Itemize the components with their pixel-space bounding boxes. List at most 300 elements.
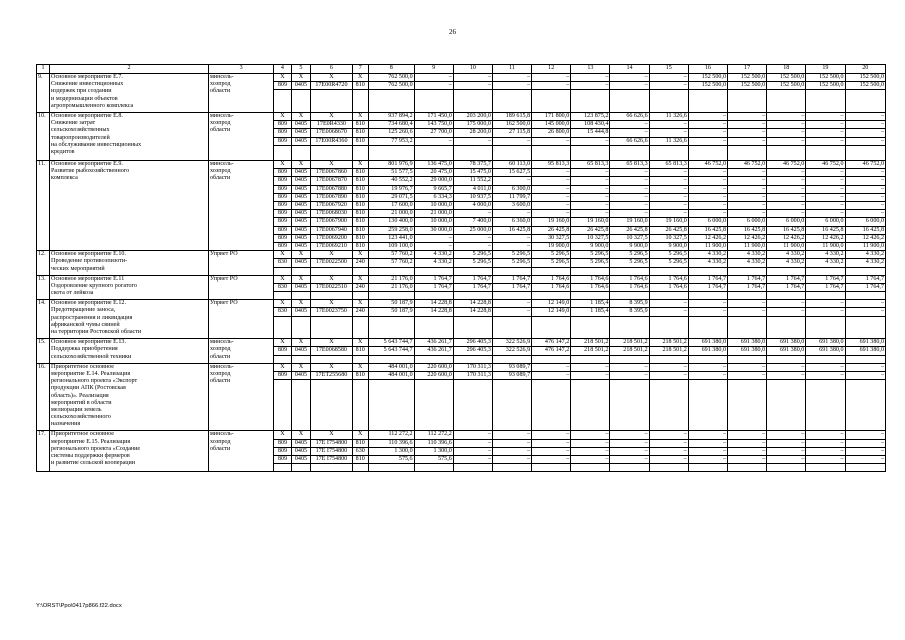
- empty-line: [353, 402, 368, 409]
- empty-line: [610, 380, 648, 387]
- value-cell: [649, 300, 688, 339]
- empty-line: [689, 380, 727, 387]
- empty-line: [353, 395, 368, 402]
- value-line: X: [292, 339, 311, 347]
- empty-line: [369, 317, 414, 324]
- value-line: 809: [274, 82, 290, 90]
- value-cell: [845, 112, 886, 160]
- empty-line: [571, 423, 609, 430]
- value-line: 1 764,7: [806, 276, 844, 284]
- value-line: 4 330,2: [806, 259, 844, 267]
- measure-title-line: Основное мероприятие Е.10.: [51, 251, 126, 258]
- row-number: 13.: [37, 275, 50, 300]
- value-line: –: [415, 74, 453, 82]
- value-line: –: [571, 202, 609, 210]
- empty-line: [274, 98, 290, 105]
- table-row: [37, 363, 886, 431]
- empty-line: [846, 268, 886, 275]
- executor-line: области: [209, 378, 231, 385]
- empty-line: [846, 317, 886, 324]
- value-cell: [532, 339, 571, 364]
- measure-title-line: кредитов: [51, 148, 75, 155]
- value-line: –: [728, 448, 766, 456]
- value-line: 110 396,6: [415, 440, 453, 448]
- value-line: –: [806, 308, 844, 316]
- value-line: 19 900,0: [547, 242, 570, 249]
- empty-line: [728, 90, 766, 97]
- value-cell: [688, 339, 727, 364]
- value-line: –: [728, 194, 766, 202]
- empty-line: [650, 98, 688, 105]
- value-line: –: [532, 82, 570, 90]
- column-number-cell: 10: [453, 65, 492, 74]
- value-cell: [414, 275, 453, 300]
- value-line: –: [767, 210, 805, 218]
- value-line: X: [353, 431, 368, 439]
- empty-line: [369, 98, 414, 105]
- value-line: 7 400,0: [454, 218, 492, 226]
- value-cell: [274, 339, 291, 364]
- executor: [208, 275, 273, 300]
- value-cell: [571, 251, 610, 276]
- empty-line: [806, 395, 844, 402]
- empty-line: [369, 153, 414, 160]
- value-line: –: [806, 456, 844, 464]
- value-cell: [274, 112, 291, 160]
- table-row: [37, 339, 886, 364]
- column-number-cell: 5: [291, 65, 311, 74]
- value-line: 1 764,7: [846, 284, 886, 292]
- measure-title-line: мелиорации земель: [51, 406, 102, 413]
- value-line: 21 000,0: [415, 210, 453, 218]
- value-line: X: [353, 161, 368, 169]
- value-line: 1 300,0: [415, 448, 453, 456]
- empty-line: [493, 98, 531, 105]
- value-line: 17Е0022500: [311, 259, 351, 267]
- empty-line: [650, 416, 688, 423]
- executor-line: хозпрод: [209, 168, 231, 175]
- empty-line: [311, 324, 351, 331]
- value-cell: [532, 74, 571, 113]
- empty-line: [571, 416, 609, 423]
- value-line: –: [610, 74, 648, 82]
- empty-line: [454, 464, 492, 471]
- empty-line: [728, 268, 766, 275]
- empty-line: [650, 409, 688, 416]
- value-line: –: [493, 138, 531, 146]
- value-line: 17Е00R4720: [311, 82, 351, 90]
- value-line: X: [353, 300, 368, 308]
- value-line: 93 089,7: [493, 364, 531, 372]
- value-cell: [571, 112, 610, 160]
- value-line: –: [728, 364, 766, 372]
- value-line: X: [292, 276, 311, 284]
- value-cell: [610, 339, 649, 364]
- value-line: 691 380,0: [846, 339, 886, 347]
- value-line: X: [292, 113, 311, 121]
- value-cell: [649, 161, 688, 251]
- value-line: –: [689, 440, 727, 448]
- value-line: 220 600,0: [415, 364, 453, 372]
- measure-title-line: Оздоровление крупного рогатого: [51, 282, 137, 289]
- value-line: 1 764,7: [454, 276, 492, 284]
- value-cell: [688, 251, 727, 276]
- value-line: 810: [353, 456, 368, 464]
- value-line: 830: [274, 259, 290, 267]
- value-cell: [688, 431, 727, 472]
- value-line: –: [846, 456, 886, 464]
- value-line: 11 900,0: [783, 242, 805, 249]
- value-line: –: [846, 210, 886, 218]
- empty-line: [806, 380, 844, 387]
- column-number-cell: 16: [688, 65, 727, 74]
- value-cell: [845, 251, 886, 276]
- empty-line: [353, 146, 368, 153]
- measure-title: [50, 300, 209, 339]
- value-line: 170 311,3: [454, 364, 492, 372]
- empty-line: [292, 268, 311, 275]
- empty-line: [767, 105, 805, 112]
- value-line: 0405: [292, 129, 311, 137]
- value-line: –: [806, 169, 844, 177]
- value-line: 4 330,2: [689, 251, 727, 259]
- value-line: –: [846, 138, 886, 146]
- empty-line: [767, 98, 805, 105]
- value-line: 152 500,0: [846, 82, 886, 90]
- value-line: –: [767, 169, 805, 177]
- value-line: –: [728, 372, 766, 380]
- value-line: 19 976,7: [369, 186, 414, 194]
- empty-line: [846, 416, 886, 423]
- value-line: 6 000,0: [767, 218, 805, 226]
- empty-line: [353, 409, 368, 416]
- value-line: –: [532, 210, 570, 218]
- column-number-cell: 11: [492, 65, 531, 74]
- value-line: –: [767, 129, 805, 137]
- value-cell: [414, 300, 453, 339]
- value-line: X: [274, 74, 290, 82]
- value-line: 9 665,7: [415, 186, 453, 194]
- measure-title: [50, 431, 209, 472]
- value-line: 27 700,0: [415, 129, 453, 137]
- value-line: –: [767, 186, 805, 194]
- empty-line: [728, 146, 766, 153]
- value-line: 152 500,0: [846, 74, 886, 82]
- measure-title-line: сельскохозяйственных: [51, 127, 110, 134]
- value-line: 112 272,2: [415, 431, 453, 439]
- value-line: 110 396,6: [369, 440, 414, 448]
- value-line: 0405: [292, 210, 311, 218]
- value-line: 17Е I754800: [311, 440, 351, 448]
- empty-line: [610, 387, 648, 394]
- empty-line: [493, 464, 531, 471]
- empty-line: [806, 356, 844, 363]
- value-line: 108 430,4: [571, 121, 609, 129]
- value-line: 476 147,2: [532, 347, 570, 355]
- measure-title: [50, 74, 209, 113]
- empty-line: [767, 356, 805, 363]
- value-line: 6 000,0: [728, 218, 766, 226]
- empty-line: [650, 292, 688, 299]
- value-line: 1 764,7: [689, 284, 727, 292]
- empty-line: [353, 268, 368, 275]
- value-cell: [845, 339, 886, 364]
- empty-line: [353, 331, 368, 338]
- value-cell: [532, 112, 571, 160]
- value-cell: [727, 112, 766, 160]
- empty-line: [454, 402, 492, 409]
- empty-line: [689, 402, 727, 409]
- value-line: 57 760,2: [369, 259, 414, 267]
- value-line: 78 375,7: [454, 161, 492, 169]
- measure-title-line: Предотвращение заноса,: [51, 307, 116, 314]
- value-line: –: [728, 308, 766, 316]
- executor-line: хозпрод: [209, 370, 231, 377]
- empty-line: [454, 292, 492, 299]
- empty-line: [274, 331, 290, 338]
- empty-line: [415, 356, 453, 363]
- empty-line: [311, 464, 351, 471]
- value-cell: [845, 431, 886, 472]
- value-cell: [414, 363, 453, 431]
- value-line: 1 764,6: [650, 284, 688, 292]
- value-line: 6 300,0: [493, 186, 531, 194]
- value-line: 809: [274, 347, 290, 355]
- value-line: –: [806, 194, 844, 202]
- empty-line: [311, 105, 351, 112]
- empty-line: [728, 317, 766, 324]
- value-line: –: [767, 300, 805, 308]
- measure-title-line: Основное мероприятие Е.12.: [51, 300, 126, 307]
- measure-title-line: назначения: [51, 421, 81, 428]
- empty-line: [493, 153, 531, 160]
- value-line: –: [571, 456, 609, 464]
- value-line: –: [650, 448, 688, 456]
- empty-line: [571, 464, 609, 471]
- empty-line: [846, 331, 886, 338]
- value-cell: [368, 161, 414, 251]
- empty-line: [610, 416, 648, 423]
- empty-line: [650, 380, 688, 387]
- empty-line: [571, 409, 609, 416]
- value-line: 691 380,0: [689, 339, 727, 347]
- empty-line: [571, 402, 609, 409]
- empty-line: [274, 395, 290, 402]
- table-row: [37, 251, 886, 276]
- empty-line: [767, 387, 805, 394]
- value-cell: [806, 363, 845, 431]
- value-line: 809: [274, 129, 290, 137]
- value-line: –: [610, 448, 648, 456]
- empty-line: [493, 146, 531, 153]
- value-line: –: [689, 194, 727, 202]
- measure-title-line: товаропроизводителей: [51, 134, 110, 141]
- value-line: –: [448, 242, 452, 249]
- value-line: 809: [274, 186, 290, 194]
- empty-line: [532, 331, 570, 338]
- column-number-cell: 6: [311, 65, 352, 74]
- empty-line: [689, 105, 727, 112]
- value-line: –: [846, 448, 886, 456]
- value-cell: [368, 431, 414, 472]
- column-number-cell: 15: [649, 65, 688, 74]
- empty-line: [274, 105, 290, 112]
- empty-line: [806, 423, 844, 430]
- value-line: 0405: [292, 121, 311, 129]
- empty-line: [369, 331, 414, 338]
- value-line: 296 405,3: [454, 347, 492, 355]
- value-line: –: [415, 82, 453, 90]
- column-number-cell: 14: [610, 65, 649, 74]
- value-line: 1 764,7: [415, 284, 453, 292]
- empty-line: [532, 146, 570, 153]
- value-line: 810: [353, 186, 368, 194]
- executor-line: минсель-: [209, 431, 234, 438]
- value-line: X: [353, 74, 368, 82]
- value-line: 12 426,2: [767, 235, 805, 243]
- empty-line: [493, 90, 531, 97]
- value-line: 691 380,0: [689, 347, 727, 355]
- value-cell: [352, 363, 368, 431]
- value-line: 9 900,0: [629, 242, 648, 249]
- value-cell: [414, 251, 453, 276]
- value-line: 809: [274, 202, 290, 210]
- value-line: 17Е0R4330: [311, 121, 351, 129]
- empty-line: [369, 387, 414, 394]
- value-line: 5 296,5: [532, 259, 570, 267]
- executor: [208, 74, 273, 113]
- value-line: 436 261,7: [415, 347, 453, 355]
- value-cell: [311, 251, 352, 276]
- value-cell: [291, 112, 311, 160]
- value-cell: [311, 112, 352, 160]
- value-cell: [532, 363, 571, 431]
- value-cell: [291, 431, 311, 472]
- executor: [208, 431, 273, 472]
- value-line: –: [806, 300, 844, 308]
- value-cell: [845, 161, 886, 251]
- value-line: 6 360,0: [493, 218, 531, 226]
- value-line: 8 395,9: [610, 308, 648, 316]
- value-line: –: [571, 448, 609, 456]
- empty-line: [532, 464, 570, 471]
- measure-title-line: африканской чумы свиней: [51, 321, 120, 328]
- empty-line: [415, 146, 453, 153]
- value-cell: [414, 431, 453, 472]
- empty-line: [353, 356, 368, 363]
- value-line: –: [689, 210, 727, 218]
- table-row: [37, 161, 886, 251]
- value-line: 810: [353, 347, 368, 355]
- value-line: 1 185,4: [571, 308, 609, 316]
- value-line: –: [532, 169, 570, 177]
- value-line: 1 764,7: [493, 276, 531, 284]
- value-line: 4 330,2: [728, 251, 766, 259]
- empty-line: [532, 380, 570, 387]
- value-line: –: [650, 82, 688, 90]
- value-cell: [311, 339, 352, 364]
- empty-line: [728, 324, 766, 331]
- value-cell: [453, 112, 492, 160]
- measure-title-line: Основное мероприятие Е.8.: [51, 112, 123, 119]
- empty-line: [532, 416, 570, 423]
- value-line: –: [493, 440, 531, 448]
- value-line: –: [454, 456, 492, 464]
- value-line: –: [493, 300, 531, 308]
- value-line: 1 764,7: [767, 284, 805, 292]
- value-line: 810: [353, 372, 368, 380]
- value-line: –: [532, 74, 570, 82]
- value-cell: [806, 275, 845, 300]
- empty-line: [532, 105, 570, 112]
- value-line: X: [274, 431, 290, 439]
- value-line: 691 380,0: [806, 339, 844, 347]
- empty-line: [493, 409, 531, 416]
- empty-line: [806, 98, 844, 105]
- value-line: 50 187,9: [369, 300, 414, 308]
- value-line: 0405: [292, 235, 311, 243]
- empty-line: [415, 105, 453, 112]
- value-line: 322 526,9: [493, 339, 531, 347]
- value-line: 16 425,8: [728, 227, 766, 235]
- empty-line: [454, 98, 492, 105]
- empty-line: [846, 98, 886, 105]
- value-cell: [571, 161, 610, 251]
- value-cell: [453, 161, 492, 251]
- measure-title: [50, 161, 209, 251]
- row-number: 16.: [37, 363, 50, 431]
- measure-title: [50, 251, 209, 276]
- value-line: 14 228,8: [454, 300, 492, 308]
- empty-line: [454, 387, 492, 394]
- executor-line: хозпрод: [209, 120, 231, 127]
- value-line: 810: [353, 177, 368, 185]
- value-line: 1 764,7: [806, 284, 844, 292]
- value-line: 20 475,0: [415, 169, 453, 177]
- value-line: X: [353, 364, 368, 372]
- value-line: 4 330,2: [806, 251, 844, 259]
- empty-line: [532, 153, 570, 160]
- empty-line: [353, 387, 368, 394]
- empty-line: [728, 464, 766, 471]
- empty-line: [610, 90, 648, 97]
- value-line: 5 296,5: [454, 251, 492, 259]
- empty-line: [353, 464, 368, 471]
- empty-line: [610, 395, 648, 402]
- empty-line: [767, 423, 805, 430]
- value-line: –: [846, 308, 886, 316]
- value-line: 17Е0067920: [311, 202, 351, 210]
- value-line: 0405: [292, 218, 311, 226]
- value-line: –: [806, 431, 844, 439]
- measure-title-line: издержек при создании: [51, 88, 112, 95]
- empty-line: [454, 90, 492, 97]
- value-line: 30 000,0: [415, 227, 453, 235]
- empty-line: [369, 409, 414, 416]
- value-cell: [688, 275, 727, 300]
- value-line: –: [610, 372, 648, 380]
- value-line: 17Е0067940: [311, 227, 351, 235]
- value-line: 5 296,5: [532, 251, 570, 259]
- value-cell: [352, 251, 368, 276]
- value-line: –: [650, 129, 688, 137]
- value-line: X: [292, 161, 311, 169]
- empty-line: [369, 146, 414, 153]
- empty-line: [454, 395, 492, 402]
- value-line: –: [846, 129, 886, 137]
- value-cell: [688, 300, 727, 339]
- value-line: –: [527, 242, 531, 249]
